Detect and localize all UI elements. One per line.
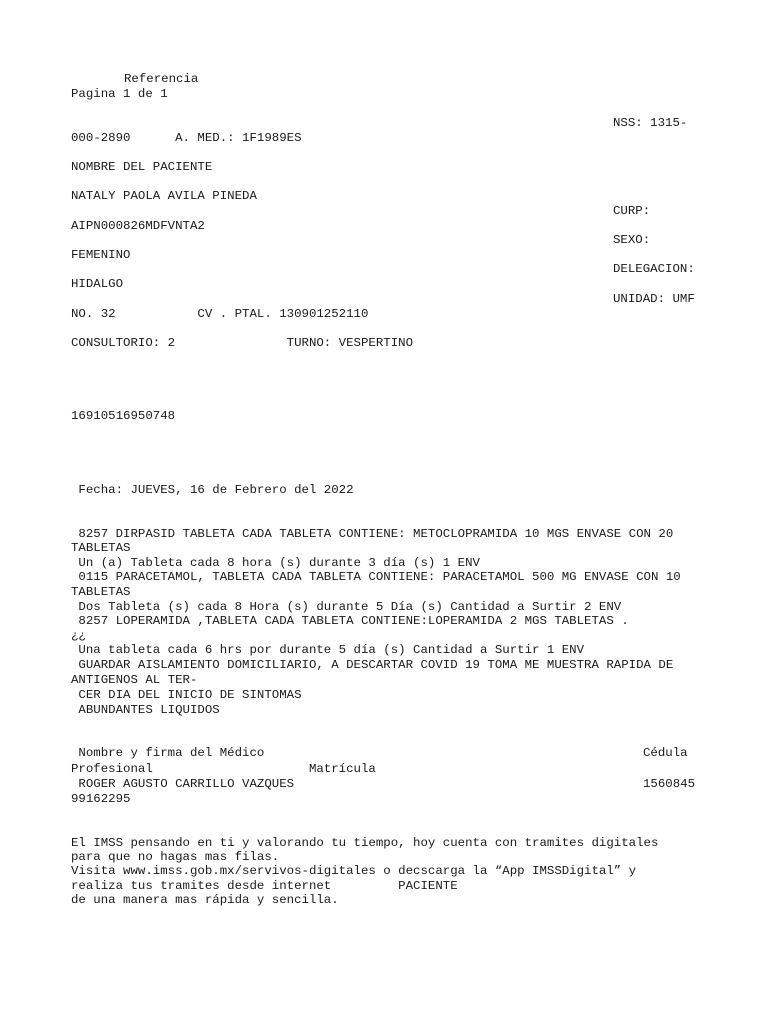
patient-name-label: NOMBRE DEL PACIENTE	[71, 160, 213, 174]
matricula-number: 99162295	[71, 792, 131, 806]
patient-name: NATALY PAOLA AVILA PINEDA	[71, 189, 257, 203]
rx-line: ANTIGENOS AL TER-	[71, 673, 198, 687]
footer-line: El IMSS pensando en ti y valorando tu tiempo, hoy cuenta con tramites digitales	[71, 836, 659, 850]
footer-line: para que no hagas mas filas.	[71, 850, 280, 864]
rx-line: Un (a) Tableta cada 8 hora (s) durante 3 día (s) 1 ENV	[71, 556, 480, 570]
fecha: Fecha: JUEVES, 16 de Febrero del 2022	[71, 483, 354, 497]
rx-line: GUARDAR AISLAMIENTO DOMICILIARIO, A DESCARTAR COVID 19 TOMA ME MUESTRA RAPIDA DE	[71, 658, 674, 672]
referencia-label: Referencia	[124, 72, 199, 86]
footer-line: realiza tus tramites desde internet PACIENTE	[71, 879, 458, 893]
rx-line: ¿¿	[71, 629, 86, 643]
cedula-number: 1560845	[643, 777, 696, 791]
delegacion-label: DELEGACION:	[613, 262, 695, 276]
profesional-matricula-label: Profesional Matrícula	[71, 762, 376, 776]
footer-line: Visita www.imss.gob.mx/servivos-digitales o decscarga la “App IMSSDigital” y	[71, 864, 637, 878]
curp-value: AIPN000826MDFVNTA2	[71, 219, 205, 233]
rx-line: 8257 DIRPASID TABLETA CADA TABLETA CONTIENE: METOCLOPRAMIDA 10 MGS ENVASE CON 20	[71, 527, 674, 541]
nss-label: NSS: 1315-	[613, 116, 688, 130]
rx-line: 0115 PARACETAMOL, TABLETA CADA TABLETA CONTIENE: PARACETAMOL 500 MG ENVASE CON 10	[71, 570, 681, 584]
rx-line: Una tableta cada 6 hrs por durante 5 día (s) Cantidad a Surtir 1 ENV	[71, 643, 585, 657]
rx-line: ABUNDANTES LIQUIDOS	[71, 703, 220, 717]
nss-and-amed: 000-2890 A. MED.: 1F1989ES	[71, 131, 302, 145]
delegacion-value: HIDALGO	[71, 277, 124, 291]
signature-label: Nombre y firma del Médico	[71, 746, 265, 760]
footer-line: de una manera mas rápida y sencilla.	[71, 893, 339, 907]
sexo-value: FEMENINO	[71, 248, 131, 262]
page-number: Pagina 1 de 1	[71, 87, 168, 101]
rx-line: TABLETAS	[71, 541, 131, 555]
cedula-label: Cédula	[643, 746, 688, 760]
unidad-line: NO. 32 CV . PTAL. 130901252110	[71, 307, 369, 321]
rx-line: CER DIA DEL INICIO DE SINTOMAS	[71, 688, 302, 702]
sexo-label: SEXO:	[613, 233, 651, 247]
consultorio-turno: CONSULTORIO: 2 TURNO: VESPERTINO	[71, 336, 414, 350]
rx-line: Dos Tableta (s) cada 8 Hora (s) durante 5 Día (s) Cantidad a Surtir 2 ENV	[71, 600, 622, 614]
doctor-name: ROGER AGUSTO CARRILLO VAZQUES	[71, 777, 295, 791]
curp-label: CURP:	[613, 204, 651, 218]
unidad-label: UNIDAD: UMF	[613, 292, 695, 306]
folio-number: 16910516950748	[71, 409, 176, 423]
rx-line: TABLETAS	[71, 585, 131, 599]
rx-line: 8257 LOPERAMIDA ,TABLETA CADA TABLETA CONTIENE:LOPERAMIDA 2 MGS TABLETAS .	[71, 614, 629, 628]
